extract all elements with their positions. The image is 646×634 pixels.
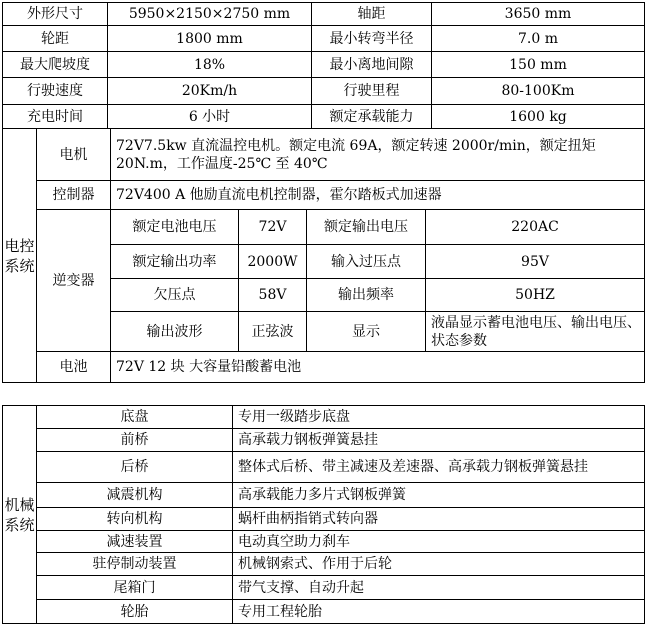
spec-value: 7.0 m bbox=[432, 26, 645, 52]
inverter-key: 输入过压点 bbox=[307, 245, 426, 279]
spec-label: 最小转弯半径 bbox=[312, 26, 432, 52]
inverter-key: 额定电池电压 bbox=[111, 210, 239, 245]
inverter-value: 50HZ bbox=[426, 279, 645, 312]
mech-row bbox=[3, 576, 645, 600]
spec-label: 充电时间 bbox=[3, 105, 108, 129]
inverter-value: 2000W bbox=[239, 245, 307, 279]
spec-value: 3650 mm bbox=[432, 3, 645, 26]
mech-value: 整体式后桥、带主减速及差速器、高承载力钢板弹簧悬挂 bbox=[233, 452, 645, 483]
mech-value: 专用工程轮胎 bbox=[233, 600, 645, 624]
mech-value: 专用一级踏步底盘 bbox=[233, 406, 645, 429]
mech-key: 前桥 bbox=[37, 429, 233, 452]
inverter-value: 95V bbox=[426, 245, 645, 279]
electric-table bbox=[2, 128, 645, 383]
mech-key: 尾箱门 bbox=[37, 576, 233, 600]
mech-key: 底盘 bbox=[37, 406, 233, 429]
mech-value: 高承载能力多片式钢板弹簧 bbox=[233, 483, 645, 508]
mech-key: 轮胎 bbox=[37, 600, 233, 624]
spec-value: 80-100Km bbox=[432, 78, 645, 105]
mech-value: 高承载力钢板弹簧悬挂 bbox=[233, 429, 645, 452]
spec-label: 最小离地间隙 bbox=[312, 52, 432, 78]
spec-value: 1800 mm bbox=[108, 26, 312, 52]
spec-value: 150 mm bbox=[432, 52, 645, 78]
mechanical-table bbox=[2, 405, 645, 624]
spec-value: 1600 kg bbox=[432, 105, 645, 129]
spec-value: 6 小时 bbox=[108, 105, 312, 129]
inverter-key: 输出频率 bbox=[307, 279, 426, 312]
mech-row bbox=[3, 553, 645, 576]
battery-row bbox=[3, 352, 645, 383]
inverter-value: 220AC bbox=[426, 210, 645, 245]
inverter-row bbox=[3, 210, 645, 245]
spec-label: 外形尺寸 bbox=[3, 3, 108, 26]
spec-label: 轮距 bbox=[3, 26, 108, 52]
mech-key: 驻停制动装置 bbox=[37, 553, 233, 576]
motor-desc: 72V7.5kw 直流温控电机。额定电流 69A，额定转速 2000r/min，额定扭矩 20N.m，工作温度-25℃ 至 40℃ bbox=[111, 129, 645, 181]
battery-desc: 72V 12 块 大容量铅酸蓄电池 bbox=[111, 352, 645, 383]
mech-value: 电动真空助力刹车 bbox=[233, 531, 645, 553]
spec-label: 最大爬坡度 bbox=[3, 52, 108, 78]
mech-row bbox=[3, 483, 645, 508]
controller-row bbox=[3, 181, 645, 210]
battery-label: 电池 bbox=[37, 352, 111, 383]
controller-label: 控制器 bbox=[37, 181, 111, 210]
spec-label: 行驶里程 bbox=[312, 78, 432, 105]
spec-row bbox=[3, 78, 645, 105]
spec-label: 行驶速度 bbox=[3, 78, 108, 105]
inverter-key: 输出波形 bbox=[111, 312, 239, 352]
inverter-value: 72V bbox=[239, 210, 307, 245]
mech-row bbox=[3, 429, 645, 452]
mech-row bbox=[3, 406, 645, 429]
mech-key: 减震机构 bbox=[37, 483, 233, 508]
inverter-key: 欠压点 bbox=[111, 279, 239, 312]
spec-value: 5950×2150×2750 mm bbox=[108, 3, 312, 26]
spec-value: 20Km/h bbox=[108, 78, 312, 105]
inverter-key: 额定输出电压 bbox=[307, 210, 426, 245]
spec-row bbox=[3, 3, 645, 26]
motor-row bbox=[3, 129, 645, 181]
electric-section-label: 电控系统 bbox=[3, 129, 37, 383]
mech-row bbox=[3, 508, 645, 531]
spec-value: 18% bbox=[108, 52, 312, 78]
mech-value: 蜗杆曲柄指销式转向器 bbox=[233, 508, 645, 531]
mech-key: 转向机构 bbox=[37, 508, 233, 531]
spec-label: 额定承载能力 bbox=[312, 105, 432, 129]
inverter-value: 正弦波 bbox=[239, 312, 307, 352]
inverter-value: 58V bbox=[239, 279, 307, 312]
spec-row bbox=[3, 52, 645, 78]
inverter-key: 显示 bbox=[307, 312, 426, 352]
mech-row bbox=[3, 600, 645, 624]
mech-key: 后桥 bbox=[37, 452, 233, 483]
inverter-label: 逆变器 bbox=[37, 210, 111, 352]
spec-row bbox=[3, 105, 645, 129]
mech-row bbox=[3, 452, 645, 483]
spec-table bbox=[2, 2, 645, 129]
mech-row bbox=[3, 531, 645, 553]
inverter-key: 额定输出功率 bbox=[111, 245, 239, 279]
motor-label: 电机 bbox=[37, 129, 111, 181]
mech-value: 机械钢索式、作用于后轮 bbox=[233, 553, 645, 576]
controller-desc: 72V400 A 他励直流电机控制器，霍尔踏板式加速器 bbox=[111, 181, 645, 210]
spec-label: 轴距 bbox=[312, 3, 432, 26]
mechanical-section-label: 机械系统 bbox=[3, 406, 37, 624]
mech-value: 带气支撑、自动升起 bbox=[233, 576, 645, 600]
inverter-value: 液晶显示蓄电池电压、输出电压、状态参数 bbox=[426, 312, 645, 352]
mech-key: 减速装置 bbox=[37, 531, 233, 553]
spec-row bbox=[3, 26, 645, 52]
